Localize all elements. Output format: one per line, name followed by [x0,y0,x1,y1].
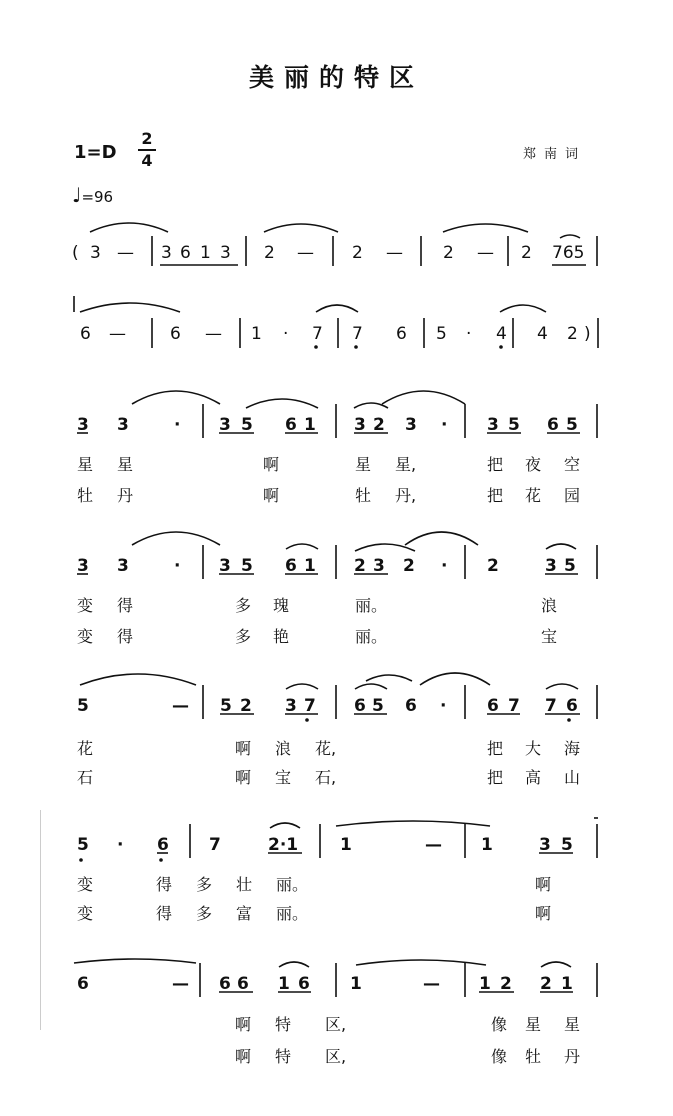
line3-verse2-lyric: 丹 [117,486,134,505]
line3-note: 3 [77,415,89,435]
line4-verse1-lyric: 丽。 [355,596,388,615]
line4-note: 1 [304,556,316,576]
line6-note: 7 [209,835,221,855]
line6-note: 1 [481,835,493,855]
line3-verse2-lyric: 牡 [355,486,372,505]
line7-verse1-lyric: 星 [564,1015,581,1034]
line5-verse2-lyric: 啊 [235,768,252,787]
line7-note: 1 [278,974,290,994]
meter-bottom: 4 [141,151,153,170]
line6-verse2-lyric: 富 [236,904,253,923]
lyricist: 郑南词 [523,147,587,162]
line7-note: 6 [298,974,310,994]
intro2-note: 7 [312,324,323,344]
line5-tie [420,673,490,685]
line3-note: 3 [117,415,129,435]
line3-verse1-lyric: 星 [77,455,94,474]
key-signature: 1=D [74,142,117,163]
line5-verse2-lyric: 山 [564,768,581,787]
line4-verse2-lyric: 艳 [273,627,290,646]
line3-tie [246,399,318,408]
line7-verse2-lyric: 特 [275,1047,292,1066]
line3-verse1-lyric: 夜 [525,455,542,474]
line3-note: 3 [405,415,417,435]
line3-note: 3 [219,415,231,435]
intro2-low-dot [354,345,358,349]
line5-note: · [440,696,447,716]
quarter-note-icon: ♩ [72,183,82,207]
line3-verse2-lyric: 花 [525,486,542,505]
intro1-note: — [386,243,403,263]
line5-verse1-lyric: 把 [487,739,504,758]
line5-note: — [172,696,189,716]
line4-verse1-lyric: 得 [117,596,134,615]
line7-note: 1 [350,974,362,994]
intro2-note: 2 [567,324,578,344]
line5-tie [80,674,196,685]
line5-note: 7 [508,696,520,716]
line4-note: 3 [219,556,231,576]
line5-note: 5 [77,696,89,716]
line3-note: 5 [508,415,520,435]
intro2-note: 5 [436,324,447,344]
line4-tie [132,532,220,545]
line6-verse2-lyric: 得 [156,904,173,923]
line6-verse1-lyric: 丽。 [276,875,309,894]
line3-note: 2 [373,415,385,435]
intro2-tie [500,305,546,312]
line4-tie [546,544,576,549]
intro1-tie [90,223,168,232]
line5-note: 7 [304,696,316,716]
line5-tie [355,684,387,689]
intro1-note: 2 [264,243,275,263]
line5-note: 2 [240,696,252,716]
meter-top: 2 [141,129,153,148]
line5-verse1-lyric: 浪 [275,739,292,758]
line5-tie [546,684,578,689]
line4-note: 5 [564,556,576,576]
line5-note: 6 [405,696,417,716]
line5-note: 5 [220,696,232,716]
intro2-tie [316,305,358,312]
line6-note: 5 [561,835,573,855]
line7-note: 2 [500,974,512,994]
line5-verse2-lyric: 宝 [275,768,292,787]
line7-note: 6 [77,974,89,994]
intro2-note: 4 [537,324,548,344]
intro2-low-dot [314,345,318,349]
line5-note: 5 [372,696,384,716]
intro1-note: 3 [220,243,231,263]
intro2-note: — [205,324,222,344]
line4-note: 3 [117,556,129,576]
tempo-value: =96 [81,188,114,206]
intro1-note: 1 [200,243,211,263]
line3-verse2-lyric: 啊 [263,486,280,505]
line7-tie [74,959,196,963]
line7-verse2-lyric: 区, [325,1047,347,1066]
line6-tie [270,823,300,828]
intro2-note: 6 [396,324,407,344]
line4-verse1-lyric: 瑰 [273,596,290,615]
intro2-note: 4 [496,324,507,344]
intro2-note: · [283,324,289,344]
line7-note: 1 [479,974,491,994]
line4-note: 6 [285,556,297,576]
line3-verse1-lyric: 把 [487,455,504,474]
line5-verse2-lyric: 高 [525,768,542,787]
line4-tie [405,532,478,545]
line4-note: 2 [487,556,499,576]
line7-verse1-lyric: 像 [491,1015,508,1034]
line5-note: 6 [566,696,578,716]
intro1-note: 765 [552,243,585,263]
line7-note: 1 [561,974,573,994]
line3-tie [382,391,465,404]
line6-note: 6 [157,835,169,855]
intro1-note: — [297,243,314,263]
line7-verse2-lyric: 牡 [525,1047,542,1066]
intro1-tie [560,235,580,238]
line3-verse2-lyric: 把 [487,486,504,505]
line5-low-dot [305,718,309,722]
line3-verse2-lyric: 园 [564,486,581,505]
line4-note: 2 [354,556,366,576]
line6-verse1-lyric: 得 [156,875,173,894]
line6-verse2-lyric: 多 [196,904,213,923]
line7-verse2-lyric: 啊 [235,1047,252,1066]
line3-verse1-lyric: 星, [395,455,417,474]
line4-note: 3 [373,556,385,576]
line3-note: 5 [566,415,578,435]
line4-note: 2 [403,556,415,576]
line4-note: 3 [545,556,557,576]
line6-note: — [425,835,442,855]
line3-note: · [441,415,448,435]
line5-verse2-lyric: 石, [315,768,337,787]
line3-verse1-lyric: 啊 [263,455,280,474]
intro1-note: 3 [90,243,101,263]
line4-verse1-lyric: 变 [77,596,94,615]
line4-note: 5 [241,556,253,576]
line6-verse2-lyric: 变 [77,904,94,923]
line4-verse2-lyric: 宝 [541,627,558,646]
line7-verse1-lyric: 啊 [235,1015,252,1034]
line6-verse2-lyric: 丽。 [276,904,309,923]
line6-tie [336,821,490,826]
intro1-note: — [117,243,134,263]
line7-tie [356,960,486,965]
line7-note: 2 [540,974,552,994]
line6-verse2-lyric: 啊 [535,904,552,923]
line3-verse1-lyric: 星 [117,455,134,474]
line5-verse1-lyric: 海 [564,739,581,758]
line6-low-dot [159,858,163,862]
line3-note: 6 [285,415,297,435]
intro2-note: 7 [352,324,363,344]
line5-low-dot [567,718,571,722]
line7-note: — [172,974,189,994]
line7-tie [541,962,571,967]
line7-tie [279,962,309,967]
intro1-note: 2 [443,243,454,263]
line5-note: 7 [545,696,557,716]
line6-verse1-lyric: 多 [196,875,213,894]
line4-verse1-lyric: 浪 [541,596,558,615]
line4-verse2-lyric: 得 [117,627,134,646]
line6-verse1-lyric: 壮 [236,875,253,894]
intro2-tie [80,303,180,312]
intro2-note: 6 [170,324,181,344]
line5-verse2-lyric: 把 [487,768,504,787]
line7-verse1-lyric: 区, [325,1015,347,1034]
line6-note: 1 [340,835,352,855]
intro1-note: ( [72,243,79,263]
line5-note: 3 [285,696,297,716]
intro1-note: 3 [161,243,172,263]
line6-verse1-lyric: 变 [77,875,94,894]
line4-note: 3 [77,556,89,576]
line3-verse2-lyric: 丹, [395,486,417,505]
line4-verse2-lyric: 多 [235,627,252,646]
line3-tie [132,391,220,404]
line4-verse1-lyric: 多 [235,596,252,615]
line6-note: 2·1 [268,835,299,855]
line4-verse2-lyric: 丽。 [355,627,388,646]
line4-tie [286,544,318,549]
line3-note: 6 [547,415,559,435]
line3-note: 3 [487,415,499,435]
page-title: 美丽的特区 [248,63,424,92]
intro1-tie [443,224,528,232]
line5-tie [286,684,318,689]
intro2-note: · [466,324,472,344]
intro1-note: — [477,243,494,263]
line5-verse1-lyric: 花 [77,739,94,758]
intro1-note: 2 [521,243,532,263]
intro1-note: 6 [180,243,191,263]
line5-verse1-lyric: 大 [525,739,542,758]
line7-note: 6 [219,974,231,994]
line7-note: — [423,974,440,994]
page-margin-line [40,810,41,1030]
line6-low-dot [79,858,83,862]
line3-verse1-lyric: 星 [355,455,372,474]
line5-verse1-lyric: 啊 [235,739,252,758]
line6-note: 5 [77,835,89,855]
intro2-note: ) [584,324,591,344]
intro1-note: 2 [352,243,363,263]
line3-note: · [174,415,181,435]
line5-verse2-lyric: 石 [77,768,94,787]
intro2-note: — [109,324,126,344]
line6-verse1-lyric: 啊 [535,875,552,894]
intro2-note: 6 [80,324,91,344]
line6-note: · [117,835,124,855]
line3-note: 5 [241,415,253,435]
line3-verse1-lyric: 空 [564,455,581,474]
line4-note: · [174,556,181,576]
line5-tie [366,675,412,681]
line5-note: 6 [487,696,499,716]
intro1-tie [264,224,338,232]
line7-verse1-lyric: 特 [275,1015,292,1034]
line7-verse1-lyric: 星 [525,1015,542,1034]
line6-note: 3 [539,835,551,855]
line3-verse2-lyric: 牡 [77,486,94,505]
line4-verse2-lyric: 变 [77,627,94,646]
line4-note: · [441,556,448,576]
line7-verse2-lyric: 丹 [564,1047,581,1066]
intro2-note: 1 [251,324,262,344]
line5-note: 6 [354,696,366,716]
line3-note: 1 [304,415,316,435]
line7-verse2-lyric: 像 [491,1047,508,1066]
line5-verse1-lyric: 花, [315,739,337,758]
line7-note: 6 [237,974,249,994]
line3-note: 3 [354,415,366,435]
intro2-low-dot [499,345,503,349]
